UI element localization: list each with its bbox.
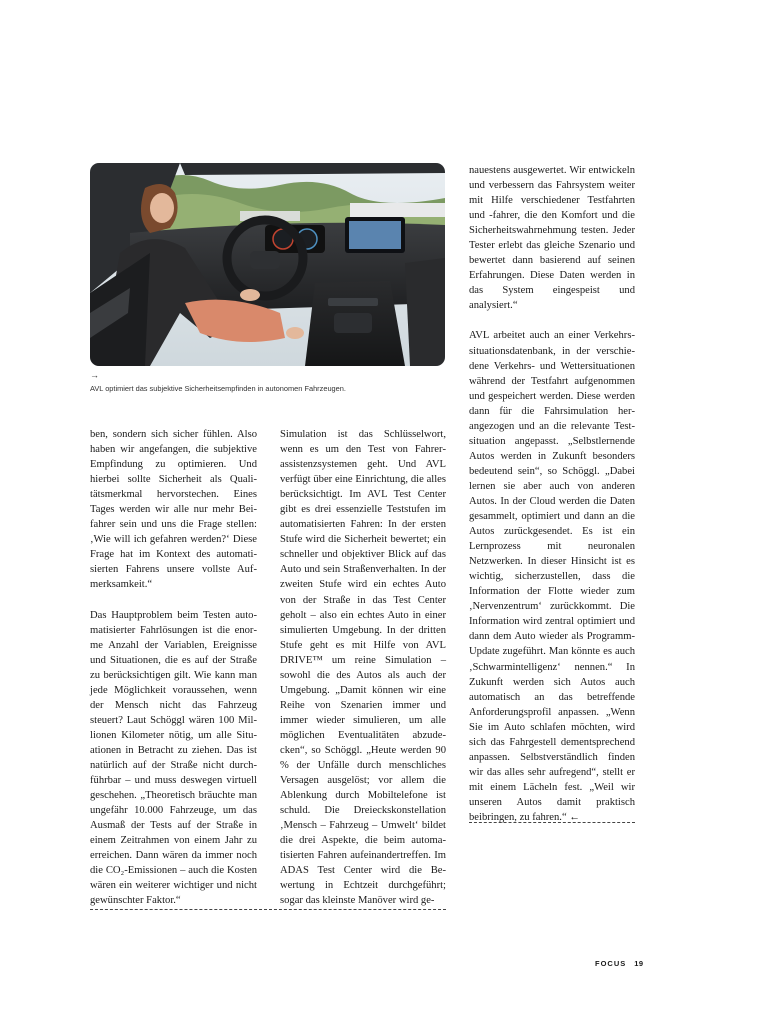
text-column-2 (280, 427, 446, 909)
photo-caption: AVL optimiert das subjektive Sicherheitsempfinden in autonomen Fahrzeugen. (90, 384, 346, 393)
paragraph: ben, sondern sich sicher fühlen. Also haben wir angefangen, die subjektive Empfindung zu optimieren. Und hierbei sollte Sicherheit als Qualitätsmerkmal hervorstechen. Eines Tages werden wir alle nur mehr Beifahrer sein und uns die Frage stellen: ‚Wie will ich gefahren werden?‘ Diese Frage hat im Kontext des automatisierten Fahrens unsere vollste Aufmerksamkeit.“ (90, 429, 257, 591)
article-end-rule (469, 822, 635, 823)
caption-arrow-icon: → (90, 370, 99, 380)
text-column-1 (90, 427, 257, 908)
section-label: FOCUS (595, 959, 627, 968)
car-interior-image (90, 163, 445, 366)
text-column-3 (469, 163, 635, 825)
paragraph: AVL arbeitet auch an einer Verkehrssituationsdatenbank, in der verschiedene Verkehrs- und Wettersituationen während der Testfahrt aufgenommen und gespeichert werden. Diese werden dann für die Fahrsimulation herangezogen und an die relevante Testsituation angepasst. „Selbstlernende Autos werden in Zukunft besonders bedeutend sein“, so Schöggl. „Dabei lernen sie aber auch von anderen Autos. In der Cloud werden die Daten gesammelt, optimiert und dann an die Autos zurückgesendet. Es ist ein Lernprozess mit neuronalen Netzwerken. In dieser Hinsicht ist es wichtig, sicherzustellen, dass die Information der Flotte wieder zum ‚Nervenzentrum‘ zurückkommt. Die Information wird zentral optimiert und dann dem Auto wieder als Programm-Update zugeführt. Man könnte es auch ‚Schwarmintelligenz‘ nennen.“ In Zukunft werden sich Autos auch automatisch an das betreffende Anforderungsprofil anpassen. „Wenn Sie im Auto schlafen möchten, wird sich das Fahrgestell dementsprechend anpassen. Selbstverständlich finden wir das alles sehr aufregend“, stellt er mit einem Lächeln fest. „Weil wir unseren Autos damit praktisch beibringen, zu fahren.“ ← (469, 330, 635, 823)
paragraph: Simulation ist das Schlüsselwort, wenn es um den Test von Fahrerassistenzsystemen geht. Und AVL verfügt über eine Einrichtung, die alles berücksichtigt. Im AVL Test Center gibt es drei essenzielle Teststufen im automatisierten Fahren: In der ersten Stufe wird die Sicherheit bewertet; ein schneller und objektiver Blick auf das Auto und sein Straßenverhalten. In der zweiten Stufe wird ein echtes Auto von der Straße in das Test Center geholt – also ein echtes Auto in einer simulierten Umgebung. In der dritten Stufe geht es mit Hilfe von AVL DRIVE™ um reine Simulation – sowohl die des Autos als auch der Umgebung. „Damit können wir eine Reihe von Szenarien immer und immer wieder simulieren, um alle möglichen Eventualitäten abzudecken“, so Schöggl. „Heute werden 90 % der Unfälle durch menschliches Versagen ausgelöst; vor allem die Ablenkung durch Mobiltelefone ist schuld. Die Dreieckskonstellation ‚Mensch – Fahrzeug – Umwelt‘ bildet die drei Aspekte, die beim automatisierten Fahren aufeinandertreffen. Im ADAS Test Center wird die Bewertung in Echtzeit durchgeführt; sogar das kleinste Manöver wird ge- (280, 429, 446, 907)
column-end-rule (90, 909, 446, 910)
page-number: 19 (634, 959, 644, 968)
paragraph: Das Hauptproblem beim Testen automatisierter Fahrlösungen ist die enorme Anzahl der Variablen, Ereignisse und Situationen, die es auf der Straße zu berücksichtigen gilt. Wie kann man jede Möglichkeit voraussehen, wenn der Mensch nicht das Fahrzeug steuert? Laut Schöggl wären 100 Millionen Kilometer nötig, um alle Situationen in Betracht zu ziehen. Das ist natürlich auf der Straße nicht durchführbar – und muss deswegen virtuell geschehen. „Theoretisch bräuchte man ungefähr 10.000 Fahrzeuge, um das Ausmaß der Tests auf der Straße in einem Zeitrahmen von einem Jahr zu erreichen. Dann wären da immer noch die CO₂-Emissionen – auch die Kosten wären ein weiterer wichtiger und nicht gewünschter Faktor.“ (90, 609, 257, 907)
article-photo (90, 163, 445, 366)
page-footer (595, 959, 644, 968)
paragraph: nauestens ausgewertet. Wir entwickeln und verbessern das Fahrsystem weiter mit Hilfe verschiedener Testfahrten und -fahrer, die den Komfort und die Sicherheitswahrnehmung testen. Jeder Tester erlebt das gleiche Szenario und bewertet dann basierend auf seinen Erfahrungen. Diese Daten werden in das System eingespeist und analysiert.“ (469, 165, 635, 312)
